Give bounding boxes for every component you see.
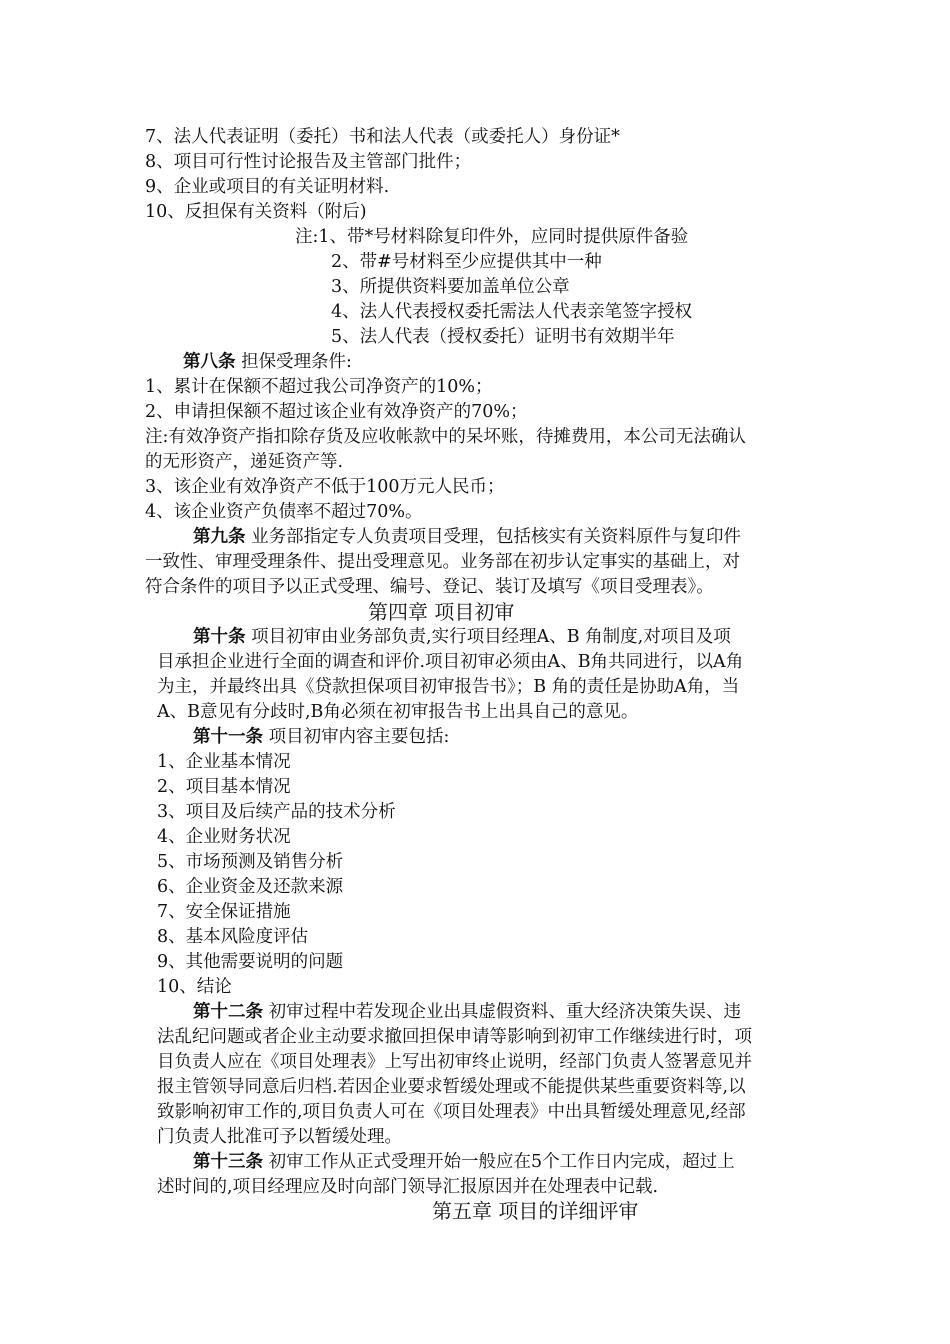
list-item: 8、基本风险度评估 (157, 927, 309, 947)
note-item: 3、所提供资料要加盖单位公章 (331, 277, 570, 297)
list-item: 3、该企业有效净资产不低于100万元人民币； (145, 477, 505, 497)
list-item: 10、反担保有关资料（附后) (145, 202, 367, 222)
article-13-paragraph (193, 1150, 858, 1175)
chapter-heading: 第五章 项目的详细评审 (432, 1199, 639, 1223)
list-item: 6、企业资金及还款来源 (157, 877, 344, 897)
article-9-paragraph (193, 525, 858, 550)
article-text: 担保受理条件: (235, 352, 352, 372)
paragraph-line: 述时间的,项目经理应及时向部门领导汇报原因并在处理表中记载. (157, 1177, 659, 1197)
list-item: 9、其他需要说明的问题 (157, 952, 344, 972)
article-text: 业务部指定专人负责项目受理，包括核实有关资料原件与复印件 (245, 527, 742, 547)
paragraph-line: A、B意见有分歧时,B角必须在初审报告书上出具自己的意见。 (157, 702, 639, 722)
paragraph-line: 一致性、审理受理条件、提出受理意见。业务部在初步认定事实的基础上，对 (145, 552, 740, 572)
paragraph-line: 目承担企业进行全面的调查和评价.项目初审必须由A、B角共同进行，以A角 (157, 652, 744, 672)
list-item: 1、企业基本情况 (157, 752, 291, 772)
article-text: 项目初审内容主要包括: (263, 727, 450, 747)
list-item: 3、项目及后续产品的技术分析 (157, 802, 396, 822)
paragraph-line: 为主，并最终出具《贷款担保项目初审报告书》；B 角的责任是协助A角，当 (157, 677, 740, 697)
list-item: 4、该企业资产负债率不超过70%。 (145, 502, 423, 522)
list-item: 7、法人代表证明（委托）书和法人代表（或委托人）身份证* (145, 127, 620, 147)
list-item: 2、申请担保额不超过该企业有效净资产的70%； (145, 402, 528, 422)
article-title: 第十二条 (193, 1002, 263, 1022)
note-item: 5、法人代表（授权委托）证明书有效期半年 (331, 327, 675, 347)
paragraph-line: 报主管领导同意后归档.若因企业要求暂缓处理或不能提供某些重要资料等,以 (157, 1077, 746, 1097)
note-item: 4、法人代表授权委托需法人代表亲笔签字授权 (331, 302, 693, 322)
list-item: 5、市场预测及销售分析 (157, 852, 344, 872)
paragraph-line: 法乱纪问题或者企业主动要求撤回担保申请等影响到初审工作继续进行时，项 (157, 1027, 752, 1047)
paragraph-line: 目负责人应在《项目处理表》上写出初审终止说明，经部门负责人签署意见并 (157, 1052, 752, 1072)
list-item: 1、累计在保额不超过我公司净资产的10%； (145, 377, 493, 397)
note-item: 注:1、带*号材料除复印件外，应同时提供原件备验 (295, 227, 689, 247)
note-item: 2、带#号材料至少应提供其中一种 (331, 252, 602, 272)
article-title: 第九条 (193, 527, 246, 547)
article-10-paragraph (193, 625, 858, 650)
article-text: 初审过程中若发现企业出具虚假资料、重大经济决策失误、违 (263, 1002, 742, 1022)
list-item: 7、安全保证措施 (157, 902, 291, 922)
article-title: 第八条 (183, 352, 236, 372)
article-8-heading (183, 350, 848, 375)
paragraph-line: 门负责人批准可予以暂缓处理。 (157, 1127, 402, 1147)
paragraph-line: 符合条件的项目予以正式受理、编号、登记、装订及填写《项目受理表》。 (145, 577, 714, 597)
article-text: 项目初审由业务部负责,实行项目经理A、B 角制度,对项目及项 (245, 627, 731, 647)
list-item: 4、企业财务状况 (157, 827, 291, 847)
article-title: 第十一条 (193, 727, 263, 747)
list-item: 8、项目可行性讨论报告及主管部门批件； (145, 152, 472, 172)
chapter-heading: 第四章 项目初审 (368, 600, 515, 624)
list-item: 9、企业或项目的有关证明材料. (145, 177, 390, 197)
article-12-paragraph (193, 1000, 858, 1025)
article-11-heading (193, 725, 858, 750)
article-title: 第十三条 (193, 1152, 263, 1172)
article-title: 第十条 (193, 627, 246, 647)
list-item: 2、项目基本情况 (157, 777, 291, 797)
list-item: 10、结论 (157, 977, 232, 997)
article-text: 初审工作从正式受理开始一般应在5个工作日内完成，超过上 (263, 1152, 735, 1172)
paragraph-line: 致影响初审工作的,项目负责人可在《项目处理表》中出具暂缓处理意见,经部 (157, 1102, 746, 1122)
note-line: 的无形资产，递延资产等. (145, 452, 344, 472)
note-line: 注:有效净资产指扣除存货及应收帐款中的呆坏账，待摊费用，本公司无法确认 (145, 427, 746, 447)
